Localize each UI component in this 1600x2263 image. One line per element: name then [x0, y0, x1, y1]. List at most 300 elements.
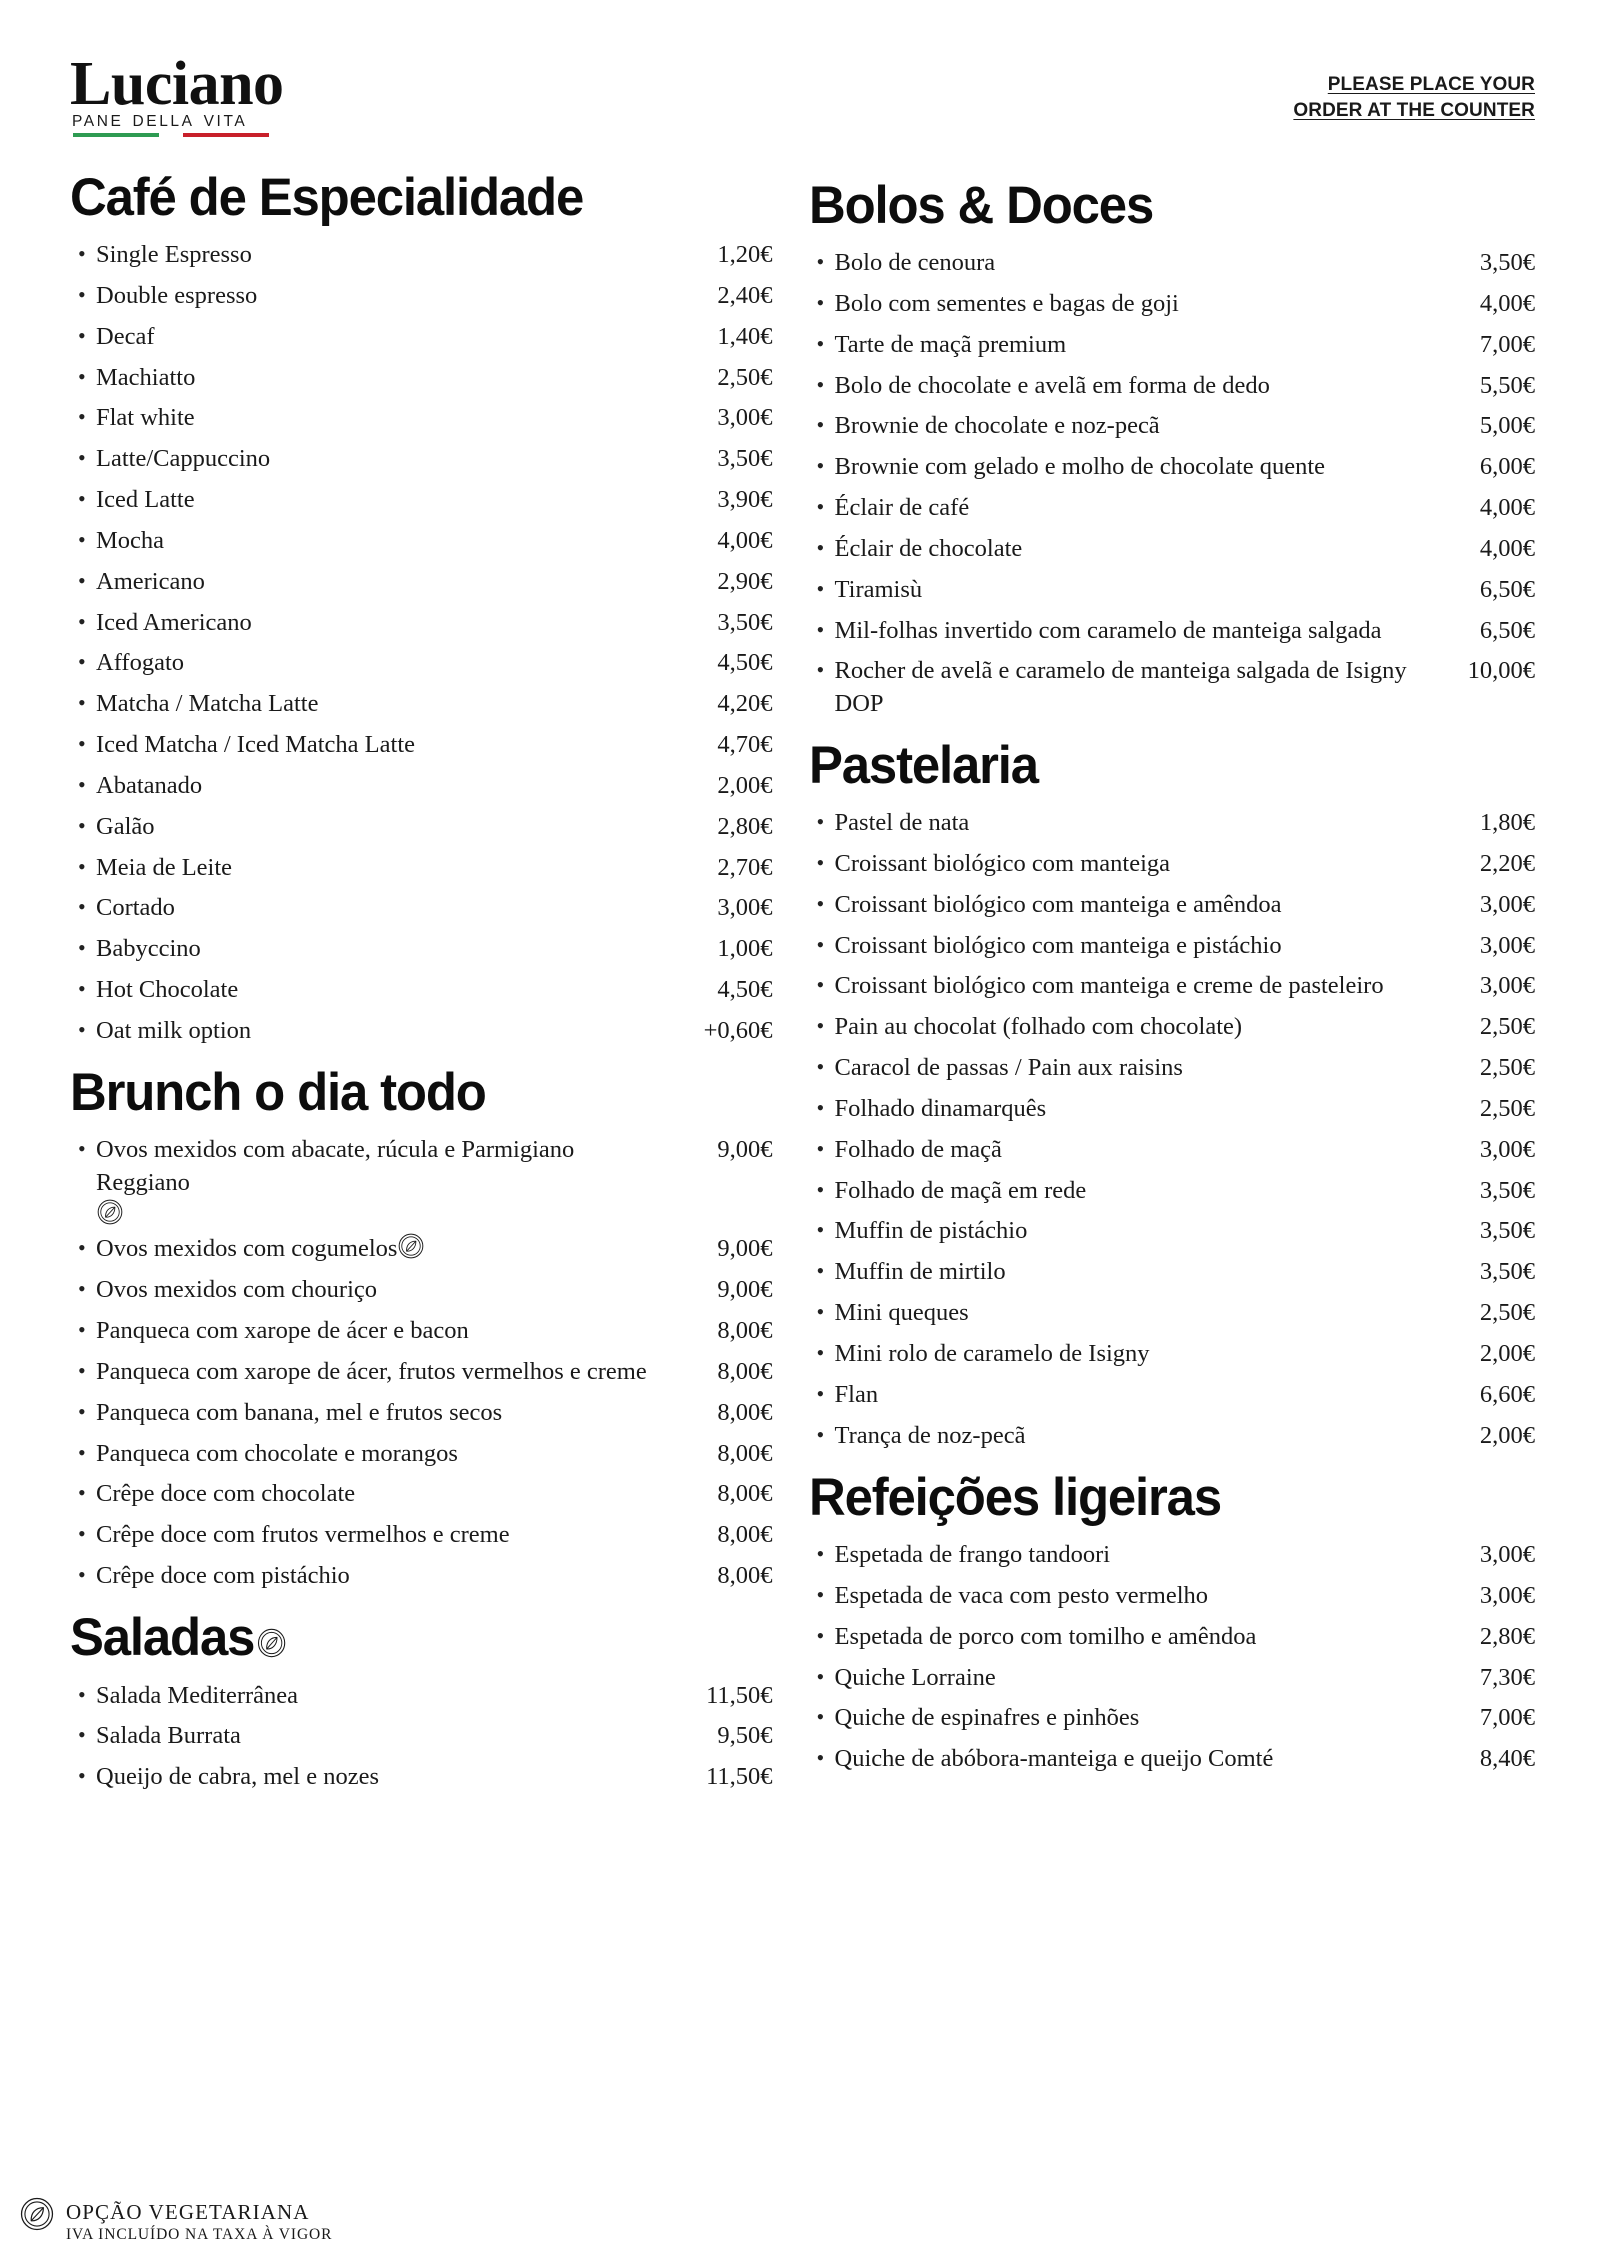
- menu-item: [70, 852, 773, 884]
- menu-item: [70, 607, 773, 639]
- menu-item-name-wrap: [96, 770, 665, 802]
- menu-item-name: Caracol de passas / Pain aux raisins: [834, 1054, 1183, 1082]
- menu-item-name: Espetada de vaca com pesto vermelho: [834, 1581, 1209, 1609]
- menu-item: [809, 329, 1535, 361]
- menu-section-refeicoes-ligeiras: [808, 1467, 1535, 1776]
- menu-item: [70, 974, 773, 1006]
- bullet-icon: •: [816, 1013, 825, 1039]
- menu-item-name-wrap: [835, 533, 1427, 565]
- menu-item-price: 6,50€: [1479, 575, 1535, 603]
- menu-item-price: 2,00€: [717, 771, 773, 799]
- menu-item-price: 4,00€: [1479, 494, 1535, 522]
- counter-note-line-1: PLEASE PLACE YOUR: [1327, 74, 1535, 95]
- bullet-icon: •: [78, 322, 86, 348]
- menu-item: [70, 1680, 773, 1712]
- menu-item-name: Brownie com gelado e molho de chocolate quente: [834, 453, 1326, 481]
- menu-item-name-wrap: [96, 933, 665, 965]
- menu-item-list-saladas: [70, 1680, 773, 1794]
- menu-item-price: 5,50€: [1479, 371, 1535, 399]
- tax-note-label: IVA INCLUÍDO NA TAXA À VIGOR: [66, 2226, 333, 2244]
- menu-item-name: Panqueca com xarope de ácer e bacon: [96, 1317, 469, 1345]
- menu-item: [70, 1560, 773, 1592]
- menu-item-name: Hot Chocolate: [96, 976, 239, 1004]
- menu-item-price: 8,00€: [717, 1480, 773, 1508]
- menu-item-price: 9,00€: [717, 1235, 773, 1263]
- menu-item-name-wrap: [96, 402, 665, 434]
- menu-item-name: Affogato: [96, 649, 184, 677]
- menu-item: [70, 1356, 773, 1388]
- menu-item: [70, 647, 773, 679]
- menu-item-price: 9,50€: [717, 1722, 773, 1750]
- menu-item-name: Salada Burrata: [96, 1722, 241, 1750]
- menu-item-price: 3,00€: [1479, 890, 1535, 918]
- menu-item-name: Iced Matcha / Iced Matcha Latte: [96, 731, 416, 759]
- menu-item-name: Cortado: [96, 894, 175, 922]
- menu-item-name-wrap: [835, 1580, 1427, 1612]
- bullet-icon: •: [78, 812, 86, 838]
- menu-section-bolos-e-doces: [809, 178, 1535, 720]
- section-title-label: Saladas: [70, 1608, 255, 1668]
- bullet-icon: •: [78, 1235, 86, 1261]
- menu-item-price: 6,00€: [1479, 453, 1535, 481]
- bullet-icon: •: [78, 1016, 86, 1042]
- menu-item-name-wrap: [835, 848, 1427, 880]
- bullet-icon: •: [816, 1745, 825, 1771]
- menu-item-name-wrap: [835, 1256, 1427, 1288]
- menu-item-name-wrap: [835, 1093, 1427, 1125]
- bullet-icon: •: [78, 241, 86, 267]
- menu-item-name-wrap: [835, 1011, 1427, 1043]
- menu-item-name-wrap: [835, 1215, 1427, 1247]
- menu-item-name: Folhado dinamarquês: [834, 1094, 1047, 1122]
- menu-item-price: 8,00€: [717, 1562, 773, 1590]
- menu-item: [809, 1420, 1535, 1452]
- bullet-icon: •: [816, 371, 825, 397]
- menu-section-saladas: [70, 1610, 773, 1793]
- bullet-icon: •: [78, 690, 86, 716]
- menu-item-name-wrap: [835, 1743, 1427, 1775]
- menu-item-price: 3,50€: [1479, 249, 1535, 277]
- menu-header: [55, 40, 1545, 160]
- menu-item-name-wrap: [835, 1175, 1427, 1207]
- menu-item-name: Ovos mexidos com cogumelos: [96, 1235, 398, 1263]
- bullet-icon: •: [78, 281, 86, 307]
- menu-item-name-wrap: [96, 1519, 665, 1551]
- menu-item-price: 3,50€: [1479, 1176, 1535, 1204]
- section-title-refeicoes-ligeiras: [808, 1467, 1506, 1527]
- menu-item: [809, 1580, 1535, 1612]
- bullet-icon: •: [78, 935, 86, 961]
- menu-item-name-wrap: [835, 1052, 1427, 1084]
- menu-item-name: Galão: [96, 812, 155, 840]
- menu-item-name-wrap: [96, 1680, 665, 1712]
- menu-item: [809, 1702, 1535, 1734]
- bullet-icon: •: [78, 608, 86, 634]
- menu-item-price: 8,00€: [717, 1398, 773, 1426]
- menu-item-name-wrap: [96, 1315, 665, 1347]
- menu-item-name: Croissant biológico com manteiga: [834, 849, 1170, 877]
- bullet-icon: •: [78, 771, 86, 797]
- menu-column-left: [70, 160, 773, 1802]
- menu-item-name-wrap: [835, 247, 1427, 279]
- menu-item-price: 7,00€: [1479, 1704, 1535, 1732]
- menu-item-price: 2,00€: [1479, 1421, 1535, 1449]
- menu-item-name-wrap: [835, 1420, 1427, 1452]
- menu-item-price: 1,20€: [717, 241, 773, 269]
- menu-item-name-wrap: [835, 1338, 1427, 1370]
- menu-item-price: 9,00€: [717, 1276, 773, 1304]
- bullet-icon: •: [816, 534, 825, 560]
- menu-item-name: Pastel de nata: [834, 809, 970, 837]
- bullet-icon: •: [816, 1258, 825, 1284]
- menu-item: [809, 370, 1535, 402]
- menu-item: [809, 930, 1535, 962]
- menu-item-name: Bolo de cenoura: [834, 249, 996, 277]
- italian-flag-rules: [70, 133, 300, 137]
- menu-item-price: 2,50€: [1479, 1013, 1535, 1041]
- menu-columns: [55, 160, 1545, 1802]
- bullet-icon: •: [78, 404, 86, 430]
- menu-item-name: Machiatto: [96, 363, 196, 391]
- menu-item-name: Brownie de chocolate e noz-pecã: [834, 412, 1160, 440]
- bullet-icon: •: [816, 1663, 825, 1689]
- menu-item-name: Mini rolo de caramelo de Isigny: [834, 1339, 1150, 1367]
- menu-item-name-wrap: [96, 811, 665, 843]
- bullet-icon: •: [816, 575, 825, 601]
- menu-item-name-wrap: [96, 1274, 665, 1306]
- menu-item-name-wrap: [96, 647, 665, 679]
- menu-item-name: Tarte de maçã premium: [834, 330, 1067, 358]
- section-title-saladas: [70, 1608, 744, 1668]
- menu-item-name-wrap: [835, 1134, 1427, 1166]
- menu-item: [809, 533, 1535, 565]
- counter-note-line-2: ORDER AT THE COUNTER: [1293, 99, 1535, 121]
- menu-item: [809, 451, 1535, 483]
- menu-item-name-wrap: [835, 329, 1427, 361]
- menu-item-name: Panqueca com xarope de ácer, frutos vermelhos e creme: [96, 1357, 647, 1385]
- menu-item-price: 8,00€: [717, 1317, 773, 1345]
- menu-item: [809, 889, 1535, 921]
- menu-item-name: Trança de noz-pecã: [834, 1421, 1026, 1449]
- menu-item-name: Decaf: [96, 322, 155, 350]
- menu-item-name-wrap: [835, 970, 1427, 1002]
- bullet-icon: •: [816, 1299, 825, 1325]
- menu-item: [809, 1379, 1535, 1411]
- menu-item: [809, 615, 1535, 647]
- menu-item-name-wrap: [835, 370, 1427, 402]
- menu-item-name: Babyccino: [96, 935, 201, 963]
- menu-item-name-wrap: [835, 410, 1427, 442]
- bullet-icon: •: [78, 1521, 86, 1547]
- menu-item-price: 4,50€: [717, 976, 773, 1004]
- bullet-icon: •: [78, 1398, 86, 1424]
- bullet-icon: •: [816, 616, 825, 642]
- menu-item-price: 3,00€: [1479, 931, 1535, 959]
- menu-item-price: 3,00€: [717, 404, 773, 432]
- bullet-icon: •: [816, 1704, 825, 1730]
- menu-item-name: Folhado de maçã em rede: [834, 1176, 1087, 1204]
- bullet-icon: •: [816, 1176, 825, 1202]
- menu-item-price: 3,90€: [717, 486, 773, 514]
- menu-item: [70, 239, 773, 271]
- menu-item-name-wrap: [96, 362, 665, 394]
- menu-item-name: Iced Latte: [96, 486, 195, 514]
- menu-item-name: Tiramisù: [834, 575, 923, 603]
- menu-item: [70, 566, 773, 598]
- menu-item-price: 3,00€: [1479, 1581, 1535, 1609]
- menu-item-name-wrap: [96, 1134, 665, 1225]
- menu-item: [70, 933, 773, 965]
- bullet-icon: •: [816, 972, 825, 998]
- menu-item: [809, 1093, 1535, 1125]
- section-title-bolos-e-doces: [809, 178, 1506, 233]
- bullet-icon: •: [78, 445, 86, 471]
- section-title-pastelaria: [808, 736, 1506, 796]
- menu-item-name-wrap: [835, 930, 1427, 962]
- menu-item-name: Mini queques: [834, 1299, 969, 1327]
- menu-item-name-wrap: [96, 566, 665, 598]
- menu-item: [809, 848, 1535, 880]
- bullet-icon: •: [816, 1421, 825, 1447]
- menu-item-name-wrap: [96, 321, 665, 353]
- menu-item-price: 1,40€: [717, 322, 773, 350]
- menu-item-name-wrap: [835, 451, 1427, 483]
- menu-item-name: Rocher de avelã e caramelo de manteiga salgada de Isigny DOP: [834, 657, 1407, 717]
- menu-item-name: Flan: [834, 1380, 879, 1408]
- menu-item-name: Mocha: [96, 526, 165, 554]
- bullet-icon: •: [816, 1054, 825, 1080]
- menu-item-name: Muffin de mirtilo: [834, 1258, 1006, 1286]
- menu-item-name-wrap: [835, 807, 1427, 839]
- menu-item: [70, 1315, 773, 1347]
- bullet-icon: •: [78, 486, 86, 512]
- bullet-icon: •: [816, 1135, 825, 1161]
- menu-item: [809, 1621, 1535, 1653]
- menu-item: [70, 770, 773, 802]
- menu-item-name: Folhado de maçã: [834, 1135, 1002, 1163]
- menu-item: [809, 288, 1535, 320]
- vegetarian-legend-label: OPÇÃO VEGETARIANA: [66, 2199, 310, 2224]
- bullet-icon: •: [78, 1357, 86, 1383]
- menu-item: [809, 1297, 1535, 1329]
- menu-item-price: 6,50€: [1479, 616, 1535, 644]
- menu-section-brunch-o-dia-todo: [70, 1065, 773, 1592]
- menu-item-name-wrap: [96, 1397, 665, 1429]
- menu-item-price: 8,00€: [717, 1357, 773, 1385]
- vegetarian-leaf-icon: [398, 1233, 424, 1259]
- menu-item-name-wrap: [835, 889, 1427, 921]
- menu-item: [70, 443, 773, 475]
- menu-item-price: 2,80€: [1479, 1622, 1535, 1650]
- menu-item-name-wrap: [96, 1560, 665, 1592]
- menu-item-name-wrap: [96, 1761, 665, 1793]
- bullet-icon: •: [816, 453, 825, 479]
- menu-item: [809, 410, 1535, 442]
- menu-item-price: 11,50€: [706, 1681, 773, 1709]
- menu-item-price: 4,20€: [717, 690, 773, 718]
- menu-item: [809, 1338, 1535, 1370]
- menu-item-price: 7,00€: [1479, 330, 1535, 358]
- bullet-icon: •: [816, 809, 825, 835]
- bullet-icon: •: [78, 1480, 86, 1506]
- menu-item-name: Crêpe doce com chocolate: [96, 1480, 356, 1508]
- menu-item-price: 2,40€: [717, 281, 773, 309]
- footer-text: [66, 2197, 332, 2245]
- menu-item-name: Crêpe doce com frutos vermelhos e creme: [96, 1521, 510, 1549]
- brand-tagline-word-3: VITA: [203, 113, 248, 131]
- menu-item: [70, 1478, 773, 1510]
- menu-item-name-wrap: [835, 574, 1427, 606]
- menu-item-name: Pain au chocolat (folhado com chocolate): [834, 1013, 1243, 1041]
- menu-item: [70, 1438, 773, 1470]
- menu-item-name-wrap: [96, 892, 665, 924]
- menu-item: [70, 1233, 773, 1265]
- menu-item: [70, 525, 773, 557]
- menu-item-name: Éclair de café: [834, 494, 970, 522]
- bullet-icon: •: [816, 494, 825, 520]
- menu-item: [70, 484, 773, 516]
- menu-item: [70, 1397, 773, 1429]
- menu-item: [809, 247, 1535, 279]
- bullet-icon: •: [816, 1217, 825, 1243]
- menu-item-name-wrap: [835, 1539, 1427, 1571]
- bullet-icon: •: [816, 657, 825, 683]
- menu-item-price: 4,70€: [717, 731, 773, 759]
- menu-item-name-wrap: [835, 615, 1427, 647]
- menu-item: [70, 280, 773, 312]
- menu-item-name: Oat milk option: [96, 1016, 252, 1044]
- menu-item-price: 2,70€: [717, 853, 773, 881]
- section-title-brunch-o-dia-todo: [70, 1063, 744, 1123]
- menu-item-name: Quiche de espinafres e pinhões: [834, 1704, 1140, 1732]
- menu-item-name: Croissant biológico com manteiga e amêndoa: [834, 890, 1282, 918]
- menu-item-name: Iced Americano: [96, 608, 252, 636]
- menu-item-name: Éclair de chocolate: [834, 534, 1023, 562]
- bullet-icon: •: [816, 1339, 825, 1365]
- menu-item-name-wrap: [96, 1015, 665, 1047]
- bullet-icon: •: [78, 1136, 86, 1162]
- menu-item-name-wrap: [96, 1233, 665, 1265]
- menu-item-price: 3,00€: [1479, 1541, 1535, 1569]
- menu-item-name-wrap: [835, 1662, 1427, 1694]
- menu-item: [70, 1274, 773, 1306]
- menu-item-price: 10,00€: [1467, 657, 1535, 685]
- menu-item-price: 1,80€: [1479, 809, 1535, 837]
- menu-item-price: 8,00€: [717, 1521, 773, 1549]
- menu-item-name-wrap: [96, 525, 665, 557]
- menu-item-name: Ovos mexidos com abacate, rúcula e Parmigiano Reggiano: [96, 1136, 575, 1196]
- menu-item-price: 6,60€: [1479, 1380, 1535, 1408]
- menu-item-name-wrap: [835, 655, 1427, 720]
- menu-item-name: Espetada de frango tandoori: [834, 1541, 1111, 1569]
- menu-item-name: Double espresso: [96, 281, 258, 309]
- menu-item-name-wrap: [96, 239, 665, 271]
- brand-tagline-word-1: PANE: [72, 113, 124, 131]
- menu-item-name-wrap: [835, 288, 1427, 320]
- menu-section-pastelaria: [809, 738, 1535, 1452]
- menu-item: [70, 321, 773, 353]
- menu-item-price: 2,50€: [1479, 1094, 1535, 1122]
- menu-item-name: Single Espresso: [96, 241, 252, 269]
- menu-item-price: 2,90€: [717, 567, 773, 595]
- bullet-icon: •: [816, 849, 825, 875]
- menu-item-name-wrap: [835, 1702, 1427, 1734]
- menu-item: [809, 574, 1535, 606]
- menu-item: [70, 729, 773, 761]
- menu-item: [809, 807, 1535, 839]
- menu-section-cafe-de-especialidade: [70, 170, 773, 1047]
- menu-item-price: 2,20€: [1479, 849, 1535, 877]
- menu-item-price: 3,50€: [717, 608, 773, 636]
- menu-item: [809, 1052, 1535, 1084]
- menu-item: [70, 1761, 773, 1793]
- bullet-icon: •: [816, 412, 825, 438]
- menu-item-name: Quiche Lorraine: [834, 1663, 996, 1691]
- menu-item-name: Croissant biológico com manteiga e creme de pasteleiro: [834, 972, 1384, 1000]
- menu-item-list-bolos-e-doces: [809, 247, 1535, 720]
- bullet-icon: •: [78, 1276, 86, 1302]
- menu-item-name-wrap: [96, 1478, 665, 1510]
- menu-item: [70, 811, 773, 843]
- brand-tagline-word-2: DELLA: [132, 113, 195, 131]
- bullet-icon: •: [78, 363, 86, 389]
- menu-item-price: 3,50€: [1479, 1258, 1535, 1286]
- menu-item: [809, 1011, 1535, 1043]
- menu-item-name: Meia de Leite: [96, 853, 233, 881]
- menu-item-price: +0,60€: [703, 1016, 773, 1044]
- menu-item-name-wrap: [96, 484, 665, 516]
- menu-item-name: Salada Mediterrânea: [96, 1681, 299, 1709]
- menu-item: [809, 1539, 1535, 1571]
- bullet-icon: •: [78, 853, 86, 879]
- menu-item: [809, 1743, 1535, 1775]
- vegetarian-leaf-icon: [257, 1628, 286, 1658]
- menu-item: [70, 688, 773, 720]
- bullet-icon: •: [78, 1681, 86, 1707]
- menu-item: [809, 1662, 1535, 1694]
- bullet-icon: •: [78, 1562, 86, 1588]
- menu-item: [809, 1175, 1535, 1207]
- menu-item-name-wrap: [835, 1297, 1427, 1329]
- menu-item-name-wrap: [835, 492, 1427, 524]
- menu-item-name: Flat white: [96, 404, 195, 432]
- menu-item-price: 2,80€: [717, 812, 773, 840]
- menu-item-name-wrap: [835, 1621, 1427, 1653]
- menu-item-name: Latte/Cappuccino: [96, 445, 271, 473]
- menu-item-price: 4,50€: [717, 649, 773, 677]
- bullet-icon: •: [78, 1763, 86, 1789]
- menu-item-price: 2,00€: [1479, 1339, 1535, 1367]
- menu-item-price: 3,00€: [1479, 972, 1535, 1000]
- menu-item-name: Queijo de cabra, mel e nozes: [96, 1763, 379, 1791]
- menu-item-name: Panqueca com banana, mel e frutos secos: [96, 1398, 503, 1426]
- section-title-label: Café de Especialidade: [70, 168, 584, 227]
- menu-item: [70, 892, 773, 924]
- menu-item: [70, 1720, 773, 1752]
- menu-item-name-wrap: [96, 607, 665, 639]
- bullet-icon: •: [816, 931, 825, 957]
- menu-item-name-wrap: [96, 852, 665, 884]
- menu-item: [70, 1015, 773, 1047]
- bullet-icon: •: [78, 1439, 86, 1465]
- menu-item-price: 8,40€: [1479, 1745, 1535, 1773]
- menu-column-right: [809, 160, 1535, 1802]
- menu-footer: [20, 2197, 332, 2245]
- menu-item-price: 8,00€: [717, 1439, 773, 1467]
- vegetarian-leaf-icon: [20, 2197, 54, 2231]
- order-at-counter-note: [1293, 58, 1535, 123]
- section-title-label: Refeições ligeiras: [808, 1467, 1221, 1527]
